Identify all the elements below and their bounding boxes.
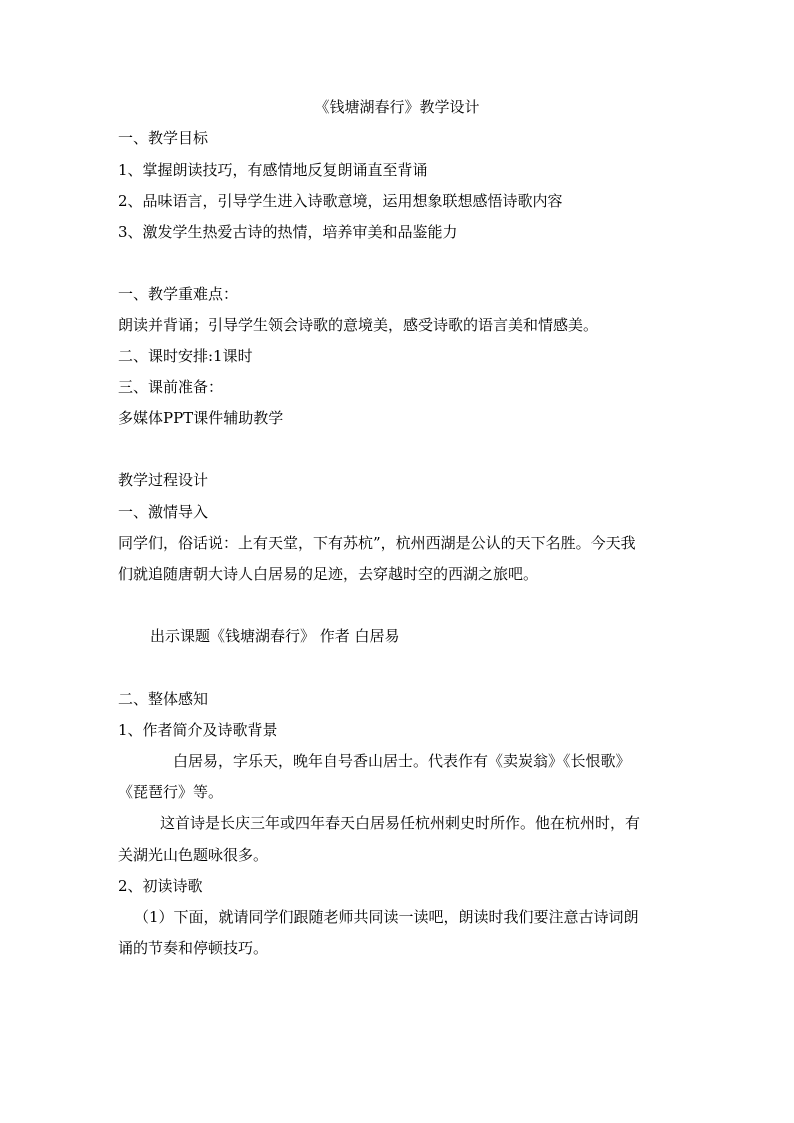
author-text: 白居易，字乐天，晚年自号香山居士。代表作有《卖炭翁》《长恨歌》	[173, 752, 631, 770]
schedule-text: 二、课时安排:1课时	[118, 347, 253, 365]
background-text: 关湖光山色题咏很多。	[118, 846, 269, 864]
background-text: 这首诗是长庆三年或四年春天白居易任杭州刺史时所作。他在杭州时，有	[160, 814, 641, 832]
reading-text: 诵的节奏和停顿技巧。	[118, 939, 269, 957]
prep-heading: 三、课前准备：	[118, 378, 224, 396]
process-heading: 教学过程设计	[118, 471, 209, 489]
intro-heading: 一、激情导入	[118, 503, 209, 521]
intro-text: 同学们，俗话说：上有天堂，下有苏杭”，杭州西湖是公认的天下名胜。今天我	[118, 534, 636, 552]
intro-text: 们就追随唐朝大诗人白居易的足迹，去穿越时空的西湖之旅吧。	[118, 565, 539, 583]
show-title-text: 出示课题《钱塘湖春行》 作者 白居易	[150, 627, 400, 645]
objective-item: 3、激发学生热爱古诗的热情，培养审美和品鉴能力	[118, 223, 458, 241]
overall-heading: 二、整体感知	[118, 690, 209, 708]
author-text: 《琵琶行》等。	[118, 783, 224, 801]
document-title: 《钱塘湖春行》教学设计	[314, 98, 480, 116]
prep-text: 多媒体PPT课件辅助教学	[118, 409, 284, 427]
keypoints-heading: 一、教学重难点：	[118, 285, 239, 303]
objective-item: 1、掌握朗读技巧，有感情地反复朗诵直至背诵	[118, 161, 428, 179]
keypoints-text: 朗读并背诵；引导学生领会诗歌的意境美，感受诗歌的语言美和情感美。	[118, 316, 599, 334]
reading-text: （1）下面，就请同学们跟随老师共同读一读吧，朗读时我们要注意古诗词朗	[134, 908, 639, 926]
reading-heading: 2、初读诗歌	[118, 877, 203, 895]
objectives-heading: 一、教学目标	[118, 129, 209, 147]
objective-item: 2、品味语言，引导学生进入诗歌意境，运用想象联想感悟诗歌内容	[118, 192, 563, 210]
author-heading: 1、作者简介及诗歌背景	[118, 721, 278, 739]
